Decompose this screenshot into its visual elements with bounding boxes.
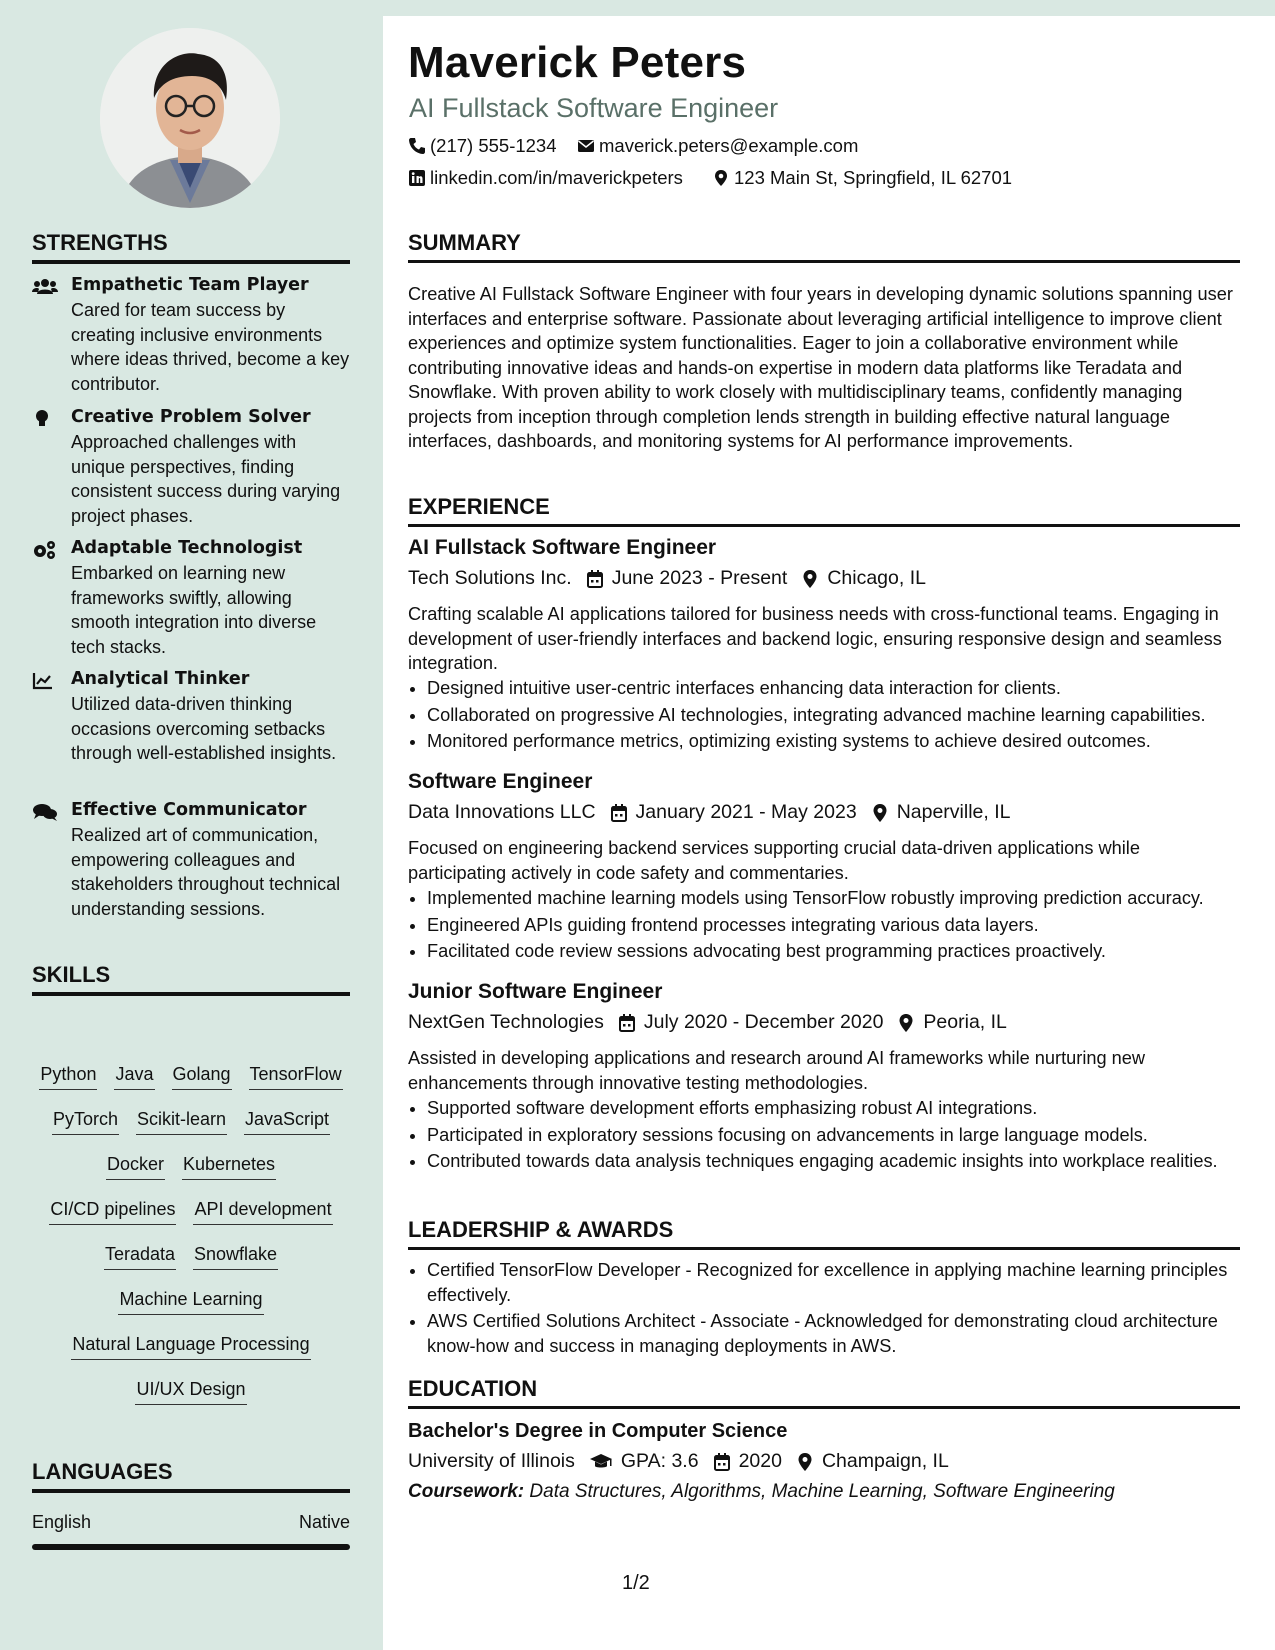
skill-tag: Natural Language Processing (71, 1332, 310, 1360)
job-location: Peoria, IL (923, 1011, 1007, 1033)
address-text: 123 Main St, Springfield, IL 62701 (734, 167, 1013, 188)
contact-email (577, 135, 858, 157)
coursework-list: Data Structures, Algorithms, Machine Learning, Software Engineering (529, 1481, 1115, 1502)
phone-text: (217) 555-1234 (430, 135, 557, 156)
contact-address (712, 167, 1012, 189)
job-bullet: • Designed intuitive user-centric interfaces enhancing data interaction for clients. (427, 676, 1259, 701)
leadership-list (408, 1258, 1259, 1360)
job-meta (408, 1011, 1007, 1034)
skills-list (32, 1062, 350, 1422)
skill-tag: Scikit-learn (136, 1107, 227, 1135)
skill-tag: UI/UX Design (135, 1377, 246, 1405)
envelope-icon (577, 137, 595, 155)
language-row (32, 1512, 350, 1533)
job-bullets (408, 1096, 1259, 1176)
lightbulb-icon (32, 409, 58, 429)
job-bullet: • Monitored performance metrics, optimizing existing systems to achieve desired outcomes. (427, 729, 1259, 754)
page-number: 1/2 (622, 1572, 650, 1594)
job-description: Crafting scalable AI applications tailored for business needs with cross-functional teams. Engaging in development of user-friendly interfaces and backend logic, ensuring responsive design and seamless integration. (408, 604, 1222, 673)
job-bullet: • Engineered APIs guiding frontend processes integrating various data layers. (427, 913, 1259, 938)
job-bullet: • Contributed towards data analysis techniques engaging academic insights into workplace realities. (427, 1149, 1259, 1174)
skill-tag: Kubernetes (182, 1152, 276, 1180)
skill-tag: API development (193, 1197, 332, 1225)
job-company: NextGen Technologies (408, 1011, 604, 1033)
language-level: Native (298, 1512, 350, 1532)
strength-description: Utilized data-driven thinking occasions overcoming setbacks through well-established insights. (71, 694, 337, 763)
skill-row (32, 1062, 350, 1107)
job-title: Software Engineer (408, 770, 593, 793)
skill-tag: PyTorch (52, 1107, 119, 1135)
skills-heading: SKILLS (32, 962, 350, 996)
job-location: Naperville, IL (896, 801, 1011, 823)
strength-title: Empathetic Team Player (71, 275, 309, 295)
contact-phone (408, 135, 557, 157)
job-meta (408, 567, 926, 590)
skill-row (32, 1152, 350, 1197)
languages-heading: LANGUAGES (32, 1459, 350, 1493)
phone-icon (408, 137, 426, 155)
strength-description: Cared for team success by creating inclusive environments where ideas thrived, become a key contributor. (71, 300, 350, 394)
skill-tag: JavaScript (244, 1107, 330, 1135)
strength-title: Adaptable Technologist (71, 538, 303, 558)
coursework-label: Coursework: (408, 1481, 525, 1502)
skill-row (32, 1242, 350, 1287)
job-company: Tech Solutions Inc. (408, 567, 572, 589)
strength-description: Embarked on learning new frameworks swiftly, allowing smooth integration into diverse tech stacks. (71, 563, 317, 657)
job-location: Chicago, IL (827, 567, 926, 589)
skill-row (32, 1332, 350, 1377)
job-bullet: • Supported software development efforts emphasizing robust AI integrations. (427, 1096, 1259, 1121)
cogs-icon (32, 540, 58, 560)
skill-tag: CI/CD pipelines (49, 1197, 176, 1225)
top-strip (383, 0, 1275, 16)
job-description: Focused on engineering backend services supporting crucial data-driven applications while participating actively in code safety and commentaries. (408, 838, 1140, 883)
map-marker-icon (871, 803, 889, 823)
comments-icon (32, 802, 58, 822)
job-bullets (408, 886, 1259, 966)
candidate-role: AI Fullstack Software Engineer (409, 93, 779, 123)
map-marker-icon (897, 1013, 915, 1033)
calendar-icon (586, 569, 604, 589)
job-dates: January 2021 - May 2023 (635, 801, 857, 823)
gpa: GPA: 3.6 (620, 1450, 699, 1472)
skill-tag: Java (114, 1062, 154, 1090)
strength-title: Effective Communicator (71, 800, 307, 820)
job-description: Assisted in developing applications and research around AI frameworks while nurturing new enhancements through innovative testing methodologies. (408, 1048, 1146, 1093)
job-bullet: • Participated in exploratory sessions focusing on advancements in large language models. (427, 1123, 1259, 1148)
skill-row (32, 1107, 350, 1152)
strength-title: Analytical Thinker (71, 669, 250, 689)
linkedin-text: linkedin.com/in/maverickpeters (430, 167, 683, 188)
job-company: Data Innovations LLC (408, 801, 596, 823)
job-meta (408, 801, 1011, 824)
job-dates: July 2020 - December 2020 (643, 1011, 884, 1033)
coursework (408, 1481, 1115, 1503)
summary-heading: SUMMARY (408, 230, 1240, 263)
degree-title: Bachelor's Degree in Computer Science (408, 1420, 788, 1442)
skill-row (32, 1377, 350, 1422)
calendar-icon (618, 1013, 636, 1033)
leadership-heading: LEADERSHIP & AWARDS (408, 1217, 1240, 1250)
job-bullets (408, 676, 1259, 756)
skill-tag: Machine Learning (118, 1287, 263, 1315)
skill-row (32, 1197, 350, 1242)
chart-line-icon (32, 671, 58, 691)
skill-tag: Docker (106, 1152, 165, 1180)
job-bullet: • Implemented machine learning models using TensorFlow robustly improving prediction accuracy. (427, 886, 1259, 911)
map-marker-icon (712, 169, 730, 187)
email-text: maverick.peters@example.com (599, 135, 859, 156)
job-bullet: • Facilitated code review sessions advocating best programming practices proactively. (427, 939, 1259, 964)
job-bullet: • Collaborated on progressive AI technologies, integrating advanced machine learning capabilities. (427, 703, 1259, 728)
skill-tag: Teradata (104, 1242, 176, 1270)
users-icon (32, 277, 58, 297)
skill-tag: TensorFlow (249, 1062, 343, 1090)
calendar-icon (713, 1452, 731, 1472)
education-meta (408, 1450, 949, 1473)
graduation-cap-icon (589, 1452, 613, 1472)
school-location: Champaign, IL (821, 1450, 949, 1472)
language-name: English (32, 1512, 92, 1532)
award-item: • Certified TensorFlow Developer - Recognized for excellence in applying machine learning principles effectively. (427, 1258, 1259, 1307)
profile-photo (100, 28, 280, 208)
job-title: AI Fullstack Software Engineer (408, 536, 717, 559)
job-title: Junior Software Engineer (408, 980, 663, 1003)
calendar-icon (610, 803, 628, 823)
contact-linkedin (408, 167, 683, 189)
strength-title: Creative Problem Solver (71, 407, 311, 427)
language-level-bar (32, 1544, 350, 1550)
map-marker-icon (801, 569, 819, 589)
strength-description: Realized art of communication, empowering colleagues and stakeholders throughout technical understanding sessions. (71, 825, 341, 919)
skill-tag: Snowflake (193, 1242, 278, 1270)
linkedin-icon (408, 169, 426, 187)
school-name: University of Illinois (408, 1450, 575, 1472)
candidate-name: Maverick Peters (408, 38, 747, 87)
education-heading: EDUCATION (408, 1376, 1240, 1409)
skill-tag: Python (39, 1062, 97, 1090)
job-dates: June 2023 - Present (611, 567, 788, 589)
map-marker-icon (796, 1452, 814, 1472)
skill-tag: Golang (172, 1062, 232, 1090)
strengths-heading: STRENGTHS (32, 230, 350, 264)
strength-description: Approached challenges with unique perspectives, finding consistent success during varying project phases. (71, 432, 341, 526)
skill-row (32, 1287, 350, 1332)
graduation-year: 2020 (738, 1450, 782, 1472)
summary-text: Creative AI Fullstack Software Engineer with four years in developing dynamic solutions spanning user interfaces and enterprise software. Passionate about leveraging artificial intelligence to improve client experiences and optimize system functionalities. Eager to join a collaborative environment while contributing innovative ideas and hands-on expertise in modern data platforms like Teradata and Snowflake. With proven ability to work closely with multidisciplinary teams, confidently managing projects from inception through completion lends strength in building effective natural language interfaces, dashboards, and monitoring systems for AI performance improvements. (408, 284, 1233, 451)
experience-heading: EXPERIENCE (408, 494, 1240, 527)
award-item: • AWS Certified Solutions Architect - Associate - Acknowledged for demonstrating cloud architecture know-how and success in managing deployments in AWS. (427, 1309, 1259, 1358)
